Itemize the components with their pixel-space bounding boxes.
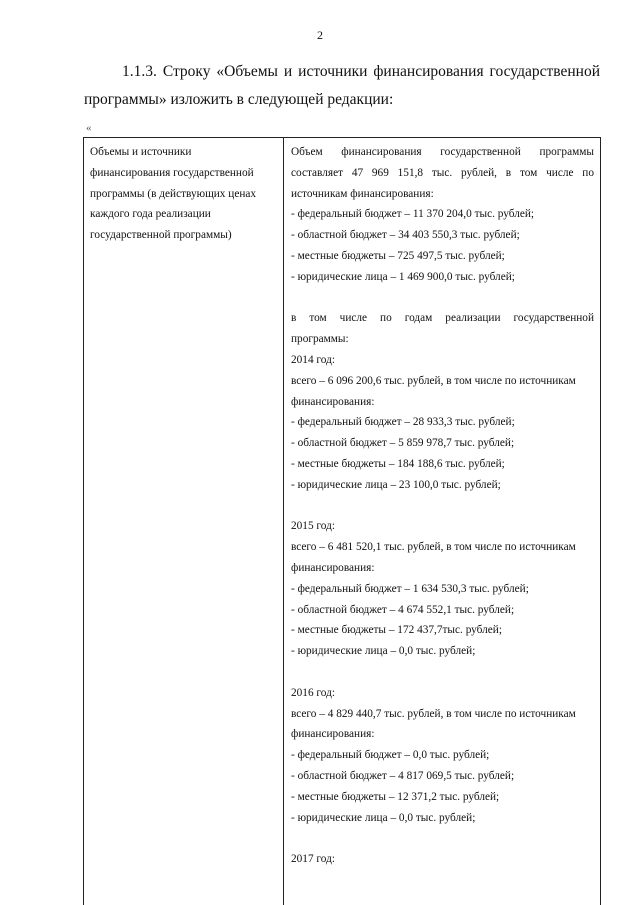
year-heading: 2016 год:: [291, 686, 335, 699]
label-cell: [90, 142, 276, 246]
year-item: - областной бюджет – 4 817 069,5 тыс. рублей;: [291, 769, 515, 782]
by-years-line: в том числе по годам реализации государственной: [291, 312, 594, 325]
year-total: всего – 6 481 520,1 тыс. рублей, в том числе по источникам: [291, 541, 576, 554]
financing-table: [83, 137, 601, 905]
summary-line: источникам финансирования:: [291, 187, 434, 200]
year-item: - местные бюджеты – 12 371,2 тыс. рублей;: [291, 790, 500, 803]
year-total-cont: финансирования:: [291, 395, 375, 408]
summary-item: - областной бюджет – 34 403 550,3 тыс. рублей;: [291, 229, 520, 242]
year-item: - местные бюджеты – 172 437,7тыс. рублей;: [291, 624, 502, 637]
year-item: - федеральный бюджет – 28 933,3 тыс. рублей;: [291, 416, 515, 429]
page-number: 2: [317, 28, 323, 42]
open-quote: «: [86, 122, 92, 134]
year-total-cont: финансирования:: [291, 561, 375, 574]
year-total: всего – 4 829 440,7 тыс. рублей, в том числе по источникам: [291, 707, 576, 720]
year-total-cont: финансирования:: [291, 728, 375, 741]
label-line: Объемы и источники: [90, 146, 192, 158]
year-total: всего – 6 096 200,6 тыс. рублей, в том числе по источникам: [291, 374, 576, 387]
content-cell: [291, 142, 594, 870]
summary-item: - местные бюджеты – 725 497,5 тыс. рублей;: [291, 249, 505, 262]
label-line: государственной программы): [90, 229, 232, 242]
year-item: - местные бюджеты – 184 188,6 тыс. рублей;: [291, 457, 505, 470]
year-item: - юридические лица – 0,0 тыс. рублей;: [291, 645, 476, 658]
label-line: финансирования государственной: [90, 166, 254, 179]
year-item: - федеральный бюджет – 0,0 тыс. рублей;: [291, 749, 490, 762]
year-item: - юридические лица – 23 100,0 тыс. рублей;: [291, 478, 501, 491]
label-line: каждого года реализации: [90, 208, 211, 221]
summary-line: составляет 47 969 151,8 тыс. рублей, в том числе по: [291, 166, 594, 179]
year-heading: 2014 год:: [291, 353, 335, 366]
summary-line: Объем финансирования государственной программы: [291, 146, 594, 158]
year-item: - федеральный бюджет – 1 634 530,3 тыс. рублей;: [291, 582, 529, 595]
year-item: - юридические лица – 0,0 тыс. рублей;: [291, 811, 476, 824]
column-divider: [283, 138, 284, 905]
summary-item: - федеральный бюджет – 11 370 204,0 тыс. рублей;: [291, 208, 535, 221]
year-item: - областной бюджет – 4 674 552,1 тыс. рублей;: [291, 603, 515, 616]
by-years-line: программы:: [291, 333, 349, 346]
year-heading: 2017 год:: [291, 853, 335, 866]
intro-paragraph: 1.1.3. Строку «Объемы и источники финансирования государственной программы» изложить в следующей редакции:: [84, 63, 600, 108]
year-heading: 2015 год:: [291, 520, 335, 533]
year-item: - областной бюджет – 5 859 978,7 тыс. рублей;: [291, 437, 515, 450]
summary-item: - юридические лица – 1 469 900,0 тыс. рублей;: [291, 270, 515, 283]
label-line: программы (в действующих ценах: [90, 187, 257, 200]
